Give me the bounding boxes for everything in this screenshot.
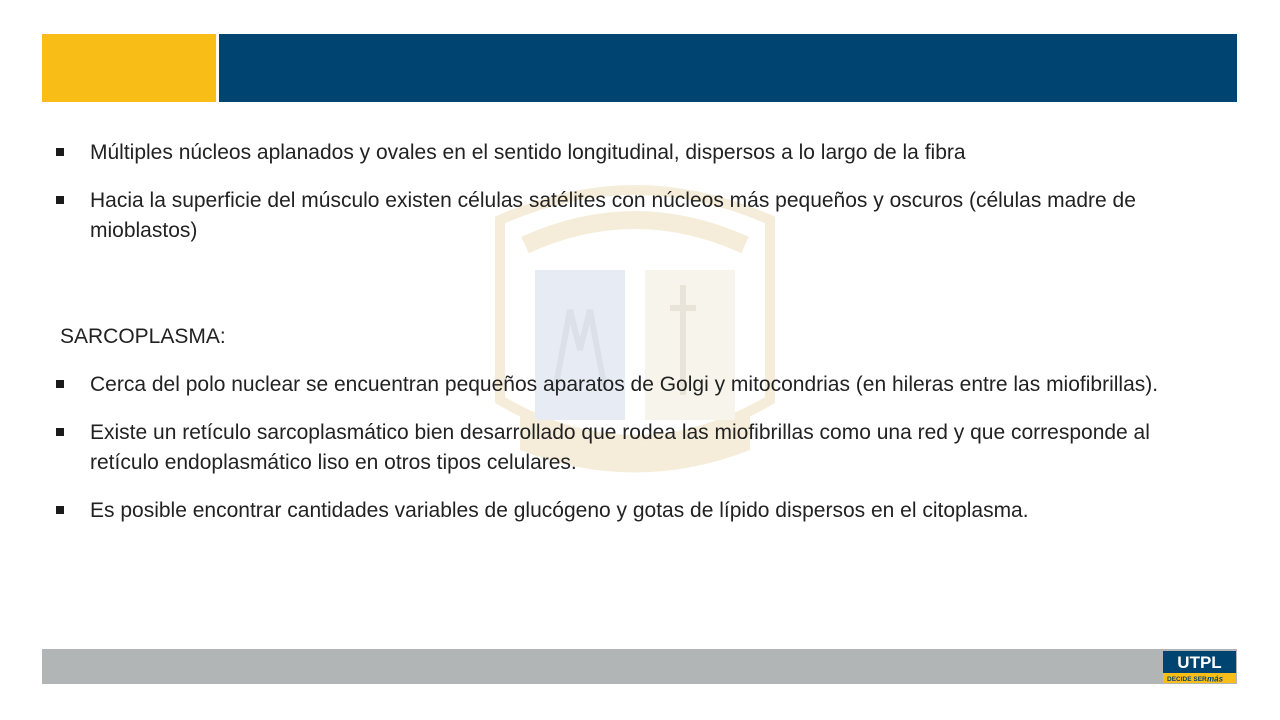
bullet-item [56, 370, 1216, 400]
footer-bar [42, 649, 1237, 684]
bullet-text: Es posible encontrar cantidades variables de glucógeno y gotas de lípido dispersos en el citoplasma. [90, 499, 1029, 522]
header-accent-block [42, 34, 216, 102]
bullet-text: Hacia la superficie del músculo existen células satélites con núcleos más pequeños y oscuros (células madre de mioblastos) [90, 189, 1136, 242]
square-bullet-icon [56, 148, 64, 156]
header-title-bar [219, 34, 1237, 102]
bullet-item [56, 138, 1216, 168]
bullet-text: Cerca del polo nuclear se encuentran pequeños aparatos de Golgi y mitocondrias (en hileras entre las miofibrillas). [90, 373, 1159, 396]
logo-wordmark: UTPL [1177, 653, 1222, 672]
bullet-item [56, 186, 1216, 246]
slide-body [56, 138, 1216, 544]
bullet-item [56, 496, 1216, 526]
logo-tagline-accent: más [1207, 674, 1224, 683]
bullet-text: Múltiples núcleos aplanados y ovales en el sentido longitudinal, dispersos a lo largo de la fibra [90, 141, 966, 164]
section-heading: SARCOPLASMA: [60, 325, 226, 348]
bullet-item [56, 418, 1216, 478]
bullet-text: Existe un retículo sarcoplasmático bien desarrollado que rodea las miofibrillas como una red y que corresponde al retículo endoplasmático liso en otros tipos celulares. [90, 421, 1150, 474]
logo-tagline-prefix: DECIDE SER [1167, 676, 1207, 683]
square-bullet-icon [56, 380, 64, 388]
section-spacer [56, 264, 1216, 322]
square-bullet-icon [56, 506, 64, 514]
utpl-logo [1163, 651, 1236, 683]
square-bullet-icon [56, 428, 64, 436]
square-bullet-icon [56, 196, 64, 204]
